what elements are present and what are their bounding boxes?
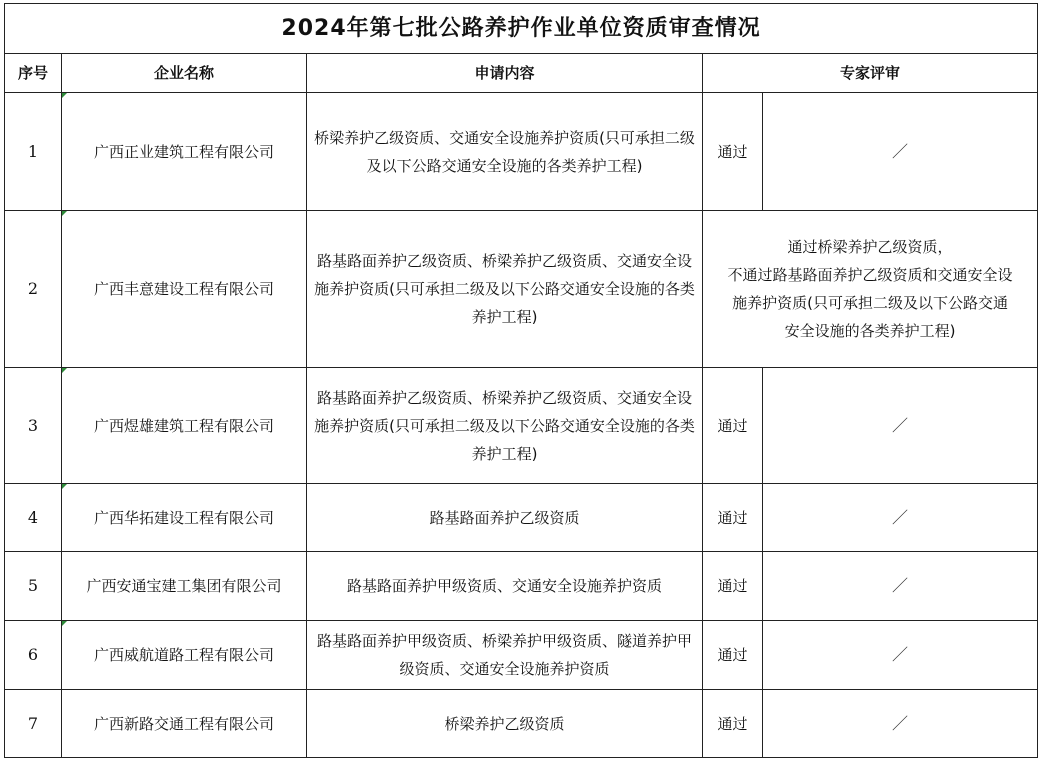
row-company [62,552,307,621]
company-name: 广西新路交通工程有限公司 [93,714,274,733]
cell-marker-icon [62,368,67,373]
review-line: 安全设施的各类养护工程) [784,322,956,340]
row-seq: 5 [5,552,62,621]
header-row [5,54,1038,93]
review-line: 通过桥梁养护乙级资质， [787,238,953,256]
cell-marker-icon [62,484,67,489]
row-content: 路基路面养护乙级资质、桥梁养护乙级资质、交通安全设施养护资质(只可承担二级及以下公路交通安全设施的各类养护工程) [307,211,703,368]
row-seq: 1 [5,93,62,211]
row-result: 通过 [703,621,763,690]
row-remark: ／ [763,621,1038,690]
row-company [62,211,307,368]
row-content: 路基路面养护乙级资质 [307,484,703,552]
row-remark: ／ [763,93,1038,211]
cell-marker-icon [62,211,67,216]
row-seq: 2 [5,211,62,368]
row-result: 通过 [703,93,763,211]
row-seq: 3 [5,368,62,484]
company-name: 广西丰意建设工程有限公司 [93,280,274,298]
row-seq: 6 [5,621,62,690]
review-line: 不通过路基路面养护乙级资质和交通安全设 [727,266,1013,284]
table-row [5,93,1038,211]
row-remark: ／ [763,484,1038,552]
row-result: 通过 [703,368,763,484]
row-content: 桥梁养护乙级资质 [307,690,703,758]
row-content: 路基路面养护甲级资质、交通安全设施养护资质 [307,552,703,621]
cell-marker-icon [62,93,67,98]
row-review-merged [703,211,1038,368]
table-row [5,621,1038,690]
header-content: 申请内容 [307,54,703,93]
row-company [62,368,307,484]
row-result: 通过 [703,552,763,621]
company-name: 广西华拓建设工程有限公司 [93,508,274,527]
header-seq: 序号 [5,54,62,93]
title-row [5,4,1038,54]
row-remark: ／ [763,552,1038,621]
table-row [5,690,1038,758]
header-company: 企业名称 [62,54,307,93]
table-row [5,552,1038,621]
company-name: 广西威航道路工程有限公司 [93,646,274,664]
company-name: 广西正业建筑工程有限公司 [93,142,274,161]
cell-marker-icon [62,621,67,626]
row-company [62,93,307,211]
table-row [5,484,1038,552]
row-company [62,484,307,552]
page-title: 2024年第七批公路养护作业单位资质审查情况 [5,4,1038,54]
row-remark: ／ [763,690,1038,758]
company-name: 广西煜雄建筑工程有限公司 [93,416,274,435]
table-row [5,368,1038,484]
row-remark: ／ [763,368,1038,484]
row-company [62,690,307,758]
row-seq: 7 [5,690,62,758]
review-line: 施养护资质(只可承担二级及以下公路交通 [732,294,1008,312]
row-result: 通过 [703,690,763,758]
row-content: 路基路面养护乙级资质、桥梁养护乙级资质、交通安全设施养护资质(只可承担二级及以下公路交通安全设施的各类养护工程) [307,368,703,484]
company-name: 广西安通宝建工集团有限公司 [86,577,282,595]
row-content: 路基路面养护甲级资质、桥梁养护甲级资质、隧道养护甲级资质、交通安全设施养护资质 [307,621,703,690]
table-row [5,211,1038,368]
row-company [62,621,307,690]
qualification-review-table [4,3,1038,758]
row-content: 桥梁养护乙级资质、交通安全设施养护资质(只可承担二级及以下公路交通安全设施的各类养护工程) [307,93,703,211]
row-seq: 4 [5,484,62,552]
header-review: 专家评审 [703,54,1038,93]
row-result: 通过 [703,484,763,552]
